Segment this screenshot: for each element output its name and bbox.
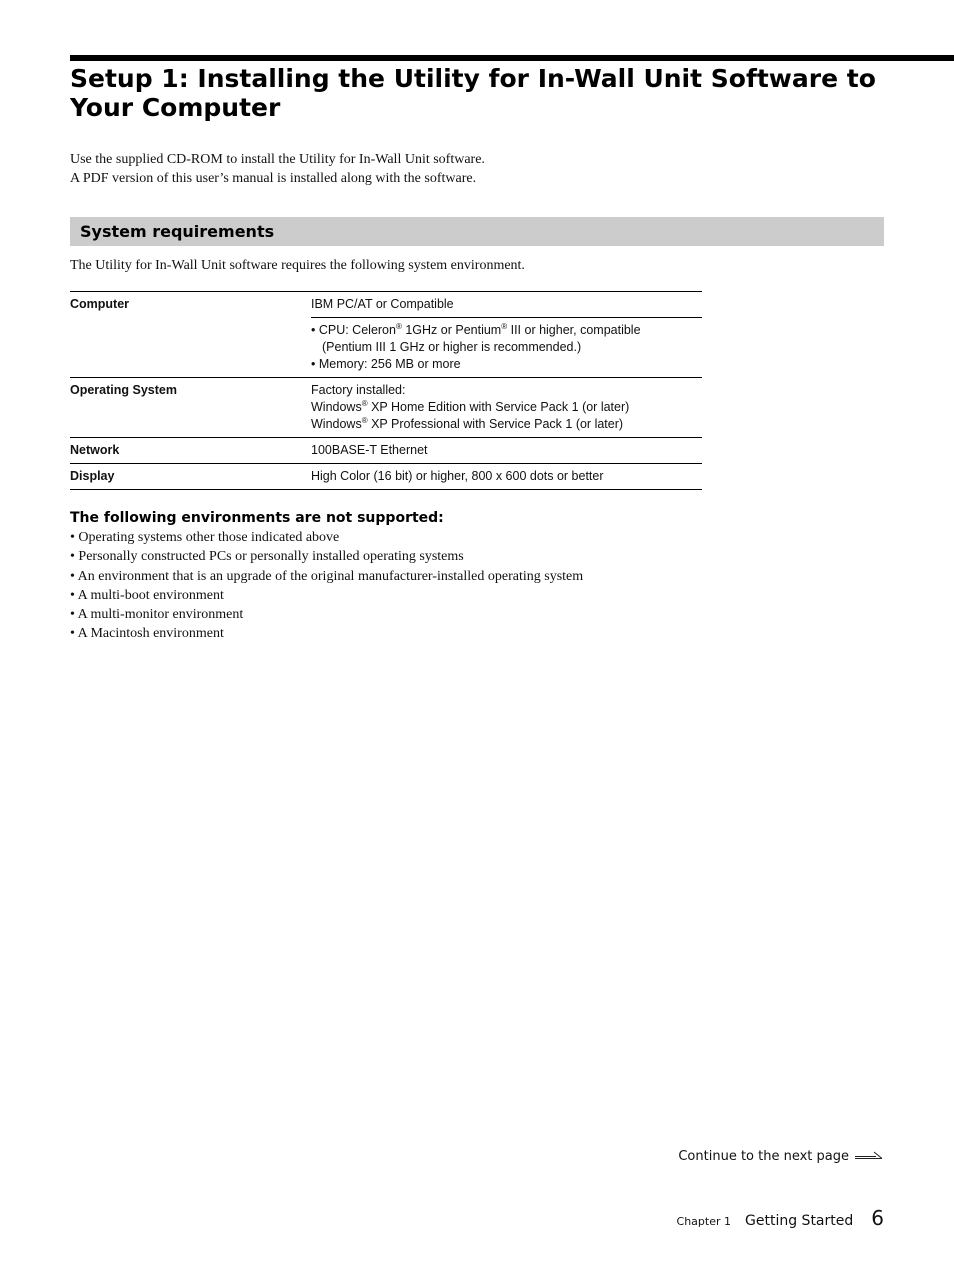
arrow-right-icon xyxy=(854,1148,884,1166)
os-home-edition: XP Home Edition with Service Pack 1 (or later) xyxy=(367,400,630,414)
row-value-display: High Color (16 bit) or higher, 800 x 600 dots or better xyxy=(311,464,702,490)
registered-mark: ® xyxy=(395,321,402,331)
section-header xyxy=(70,217,884,246)
registered-mark: ® xyxy=(361,415,368,425)
row-label-computer: Computer xyxy=(70,292,311,318)
os-home-name: Windows xyxy=(311,400,362,414)
cpu-line xyxy=(311,322,702,339)
intro-line-1: Use the supplied CD-ROM to install the Utility for In-Wall Unit software. xyxy=(70,152,485,167)
os-pro-name: Windows xyxy=(311,417,362,431)
footer-chapter: Chapter 1 xyxy=(676,1215,732,1228)
table-row xyxy=(70,292,702,318)
not-supported-section xyxy=(70,509,890,644)
cpu-text-a: • CPU: Celeron xyxy=(311,323,396,337)
footer-section: Getting Started xyxy=(745,1213,854,1229)
not-supported-heading: The following environments are not supported: xyxy=(70,510,444,526)
row-label-empty xyxy=(70,318,311,378)
list-item: • Personally constructed PCs or personally installed operating systems xyxy=(70,549,464,565)
row-value-computer: IBM PC/AT or Compatible xyxy=(311,292,702,318)
section-description: The Utility for In-Wall Unit software requires the following system environment. xyxy=(70,258,525,273)
list-item: • A multi-monitor environment xyxy=(70,607,244,623)
memory-line: • Memory: 256 MB or more xyxy=(311,357,461,371)
list-item: • A Macintosh environment xyxy=(70,626,224,642)
continue-note xyxy=(678,1148,884,1166)
table-row xyxy=(70,318,702,378)
row-label-network: Network xyxy=(70,438,311,464)
row-label-os: Operating System xyxy=(70,378,311,438)
table-row xyxy=(70,378,702,438)
table-row xyxy=(70,438,702,464)
page-footer xyxy=(677,1206,884,1230)
registered-mark: ® xyxy=(501,321,508,331)
list-item: • Operating systems other those indicated above xyxy=(70,530,340,545)
cpu-note: (Pentium III 1 GHz or higher is recommended.) xyxy=(322,340,582,354)
row-label-display: Display xyxy=(70,464,311,490)
cpu-text-b: 1GHz or Pentium xyxy=(401,323,502,337)
section-heading: System requirements xyxy=(80,222,275,241)
continue-text: Continue to the next page xyxy=(678,1149,849,1164)
row-value-os xyxy=(311,378,702,438)
registered-mark: ® xyxy=(361,398,368,408)
os-line-home xyxy=(311,399,702,416)
top-rule xyxy=(70,55,954,61)
row-value-cpu-memory xyxy=(311,318,702,378)
list-item: • A multi-boot environment xyxy=(70,587,224,603)
page-title: Setup 1: Installing the Utility for In-Wall Unit Software to Your Computer xyxy=(70,64,876,122)
os-pro-edition: XP Professional with Service Pack 1 (or later) xyxy=(367,417,624,431)
list-item: • An environment that is an upgrade of the original manufacturer-installed operating system xyxy=(70,568,584,584)
table-row xyxy=(70,464,702,490)
row-value-network: 100BASE-T Ethernet xyxy=(311,438,702,464)
requirements-table xyxy=(70,291,702,490)
os-line-1: Factory installed: xyxy=(311,383,406,397)
cpu-text-c: III or higher, compatible xyxy=(507,323,641,337)
os-line-pro xyxy=(311,416,702,433)
intro-line-2: A PDF version of this user’s manual is installed along with the software. xyxy=(70,171,477,186)
intro-text xyxy=(70,150,890,188)
not-supported-list xyxy=(70,528,890,644)
page-number: 6 xyxy=(871,1206,884,1230)
